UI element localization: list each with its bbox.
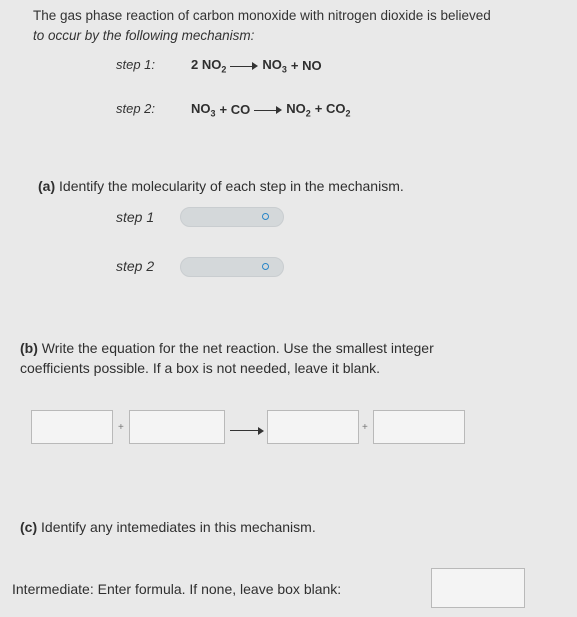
step1-molecularity-select[interactable]: [180, 207, 284, 227]
part-a-step1-label: step 1: [116, 209, 155, 225]
part-a-step2-label: step 2: [116, 258, 155, 274]
part-b-question: [20, 338, 560, 378]
step2-product-b-sub: 2: [345, 108, 351, 119]
step2-molecularity-select[interactable]: [180, 257, 284, 277]
step1-reactant: 2 NO: [191, 57, 222, 72]
net-product-box-1[interactable]: [267, 410, 359, 444]
mechanism-step1-equation: [191, 57, 322, 75]
net-reactant-box-1[interactable]: [31, 410, 113, 444]
step1-product-a: NO: [262, 57, 282, 72]
net-reactant-box-2[interactable]: [129, 410, 225, 444]
step2-product-a: NO: [286, 101, 306, 116]
step1-product-b: + NO: [290, 58, 322, 74]
mechanism-step1-label: step 1:: [116, 57, 156, 72]
mechanism-step2-equation: [191, 101, 350, 119]
part-a-text: Identify the molecularity of each step in the mechanism.: [55, 178, 404, 194]
net-product-box-2[interactable]: [373, 410, 465, 444]
part-b-line2: coefficients possible. If a box is not needed, leave it blank.: [20, 360, 381, 376]
plus-sign-2: +: [362, 422, 368, 433]
part-b-line1: Write the equation for the net reaction. Use the smallest integer: [37, 340, 434, 356]
part-c-text: Identify any intemediates in this mechanism.: [37, 519, 316, 535]
mechanism-step2-label: step 2:: [116, 101, 156, 116]
intermediate-input[interactable]: [431, 568, 525, 608]
intro-line-1: The gas phase reaction of carbon monoxide with nitrogen dioxide is believed: [33, 8, 491, 23]
right-arrow-icon: [254, 105, 282, 115]
part-b-prefix: (b): [20, 340, 38, 356]
part-a-prefix: (a): [38, 178, 56, 194]
plus-sign-1: +: [118, 422, 124, 433]
step2-reactant-a-sub: 3: [210, 108, 216, 119]
part-a-question: [38, 176, 404, 196]
step2-reactant-b: + CO: [219, 102, 251, 118]
step2-reactant-a: NO: [191, 101, 211, 116]
part-c-question: [20, 517, 316, 537]
dropdown-circle-icon: [262, 263, 269, 270]
dropdown-circle-icon: [262, 213, 269, 220]
right-arrow-icon: [230, 425, 264, 435]
step2-product-b: + CO: [314, 101, 346, 116]
step2-product-a-sub: 2: [305, 108, 311, 119]
intermediate-label: Intermediate: Enter formula. If none, leave box blank:: [12, 581, 342, 597]
step1-product-a-sub: 3: [281, 64, 287, 75]
part-c-prefix: (c): [20, 519, 38, 535]
intro-line-2: to occur by the following mechanism:: [33, 28, 255, 43]
step1-reactant-sub: 2: [221, 64, 227, 75]
problem-intro: [33, 6, 573, 46]
right-arrow-icon: [230, 61, 258, 71]
